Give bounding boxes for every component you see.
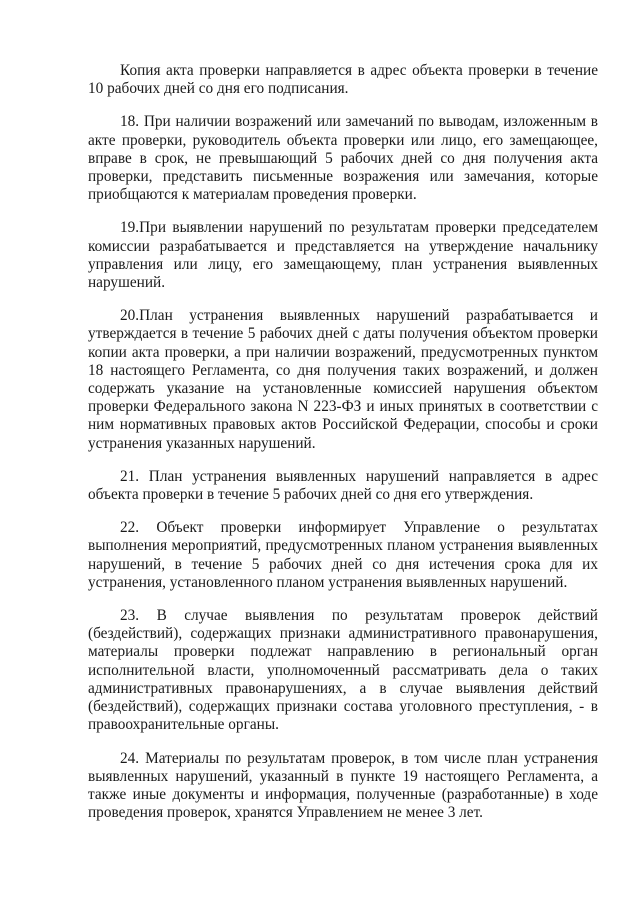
paragraph-20: 20.План устранения выявленных нарушений разрабатывается и утверждается в течение 5 рабочих дней с даты получения объектом проверки копии акта проверки, а при наличии возражений, предусмотренных пунктом 18 настоящего Регламента, со дня получения таких возражений, и должен содержать указание на установленные комиссией нарушения объектом проверки Федерального закона N 223-ФЗ и иных принятых в соответствии с ним нормативных правовых актов Российской Федерации, способы и сроки устранения указанных нарушений. [88, 307, 598, 452]
document-body [88, 62, 598, 837]
paragraph-24: 24. Материалы по результатам проверок, в том числе план устранения выявленных нарушений, указанный в пункте 19 настоящего Регламента, а также иные документы и информация, полученные (разработанные) в ходе проведения проверок, хранятся Управлением не менее 3 лет. [88, 749, 598, 822]
paragraph-21: 21. План устранения выявленных нарушений направляется в адрес объекта проверки в течение 5 рабочих дней со дня его утверждения. [88, 467, 598, 504]
paragraph-act-copy: Копия акта проверки направляется в адрес объекта проверки в течение 10 рабочих дней со дня его подписания. [88, 62, 598, 98]
paragraph-18: 18. При наличии возражений или замечаний по выводам, изложенным в акте проверки, руководитель объекта проверки или лицо, его замещающее, вправе в срок, не превышающий 5 рабочих дней со дня получения акта проверки, представить письменные возражения или замечания, которые приобщаются к материалам проведения проверки. [88, 113, 598, 204]
paragraph-23: 23. В случае выявления по результатам проверок действий (бездействий), содержащих признаки административного правонарушения, материалы проверки подлежат направлению в региональный орган исполнительной власти, уполномоченный рассматривать дела о таких административных правонарушениях, а в случае выявления действий (бездействий), содержащих признаки состава уголовного преступления, - в правоохранительные органы. [88, 607, 598, 734]
paragraph-19: 19.При выявлении нарушений по результатам проверки председателем комиссии разрабатывается и представляется на утверждение начальнику управления или лицу, его замещающему, план устранения выявленных нарушений. [88, 219, 598, 292]
paragraph-22: 22. Объект проверки информирует Управление о результатах выполнения мероприятий, предусмотренных планом устранения выявленных нарушений, в течение 5 рабочих дней со дня истечения срока для их устранения, установленного планом устранения выявленных нарушений. [88, 519, 598, 591]
